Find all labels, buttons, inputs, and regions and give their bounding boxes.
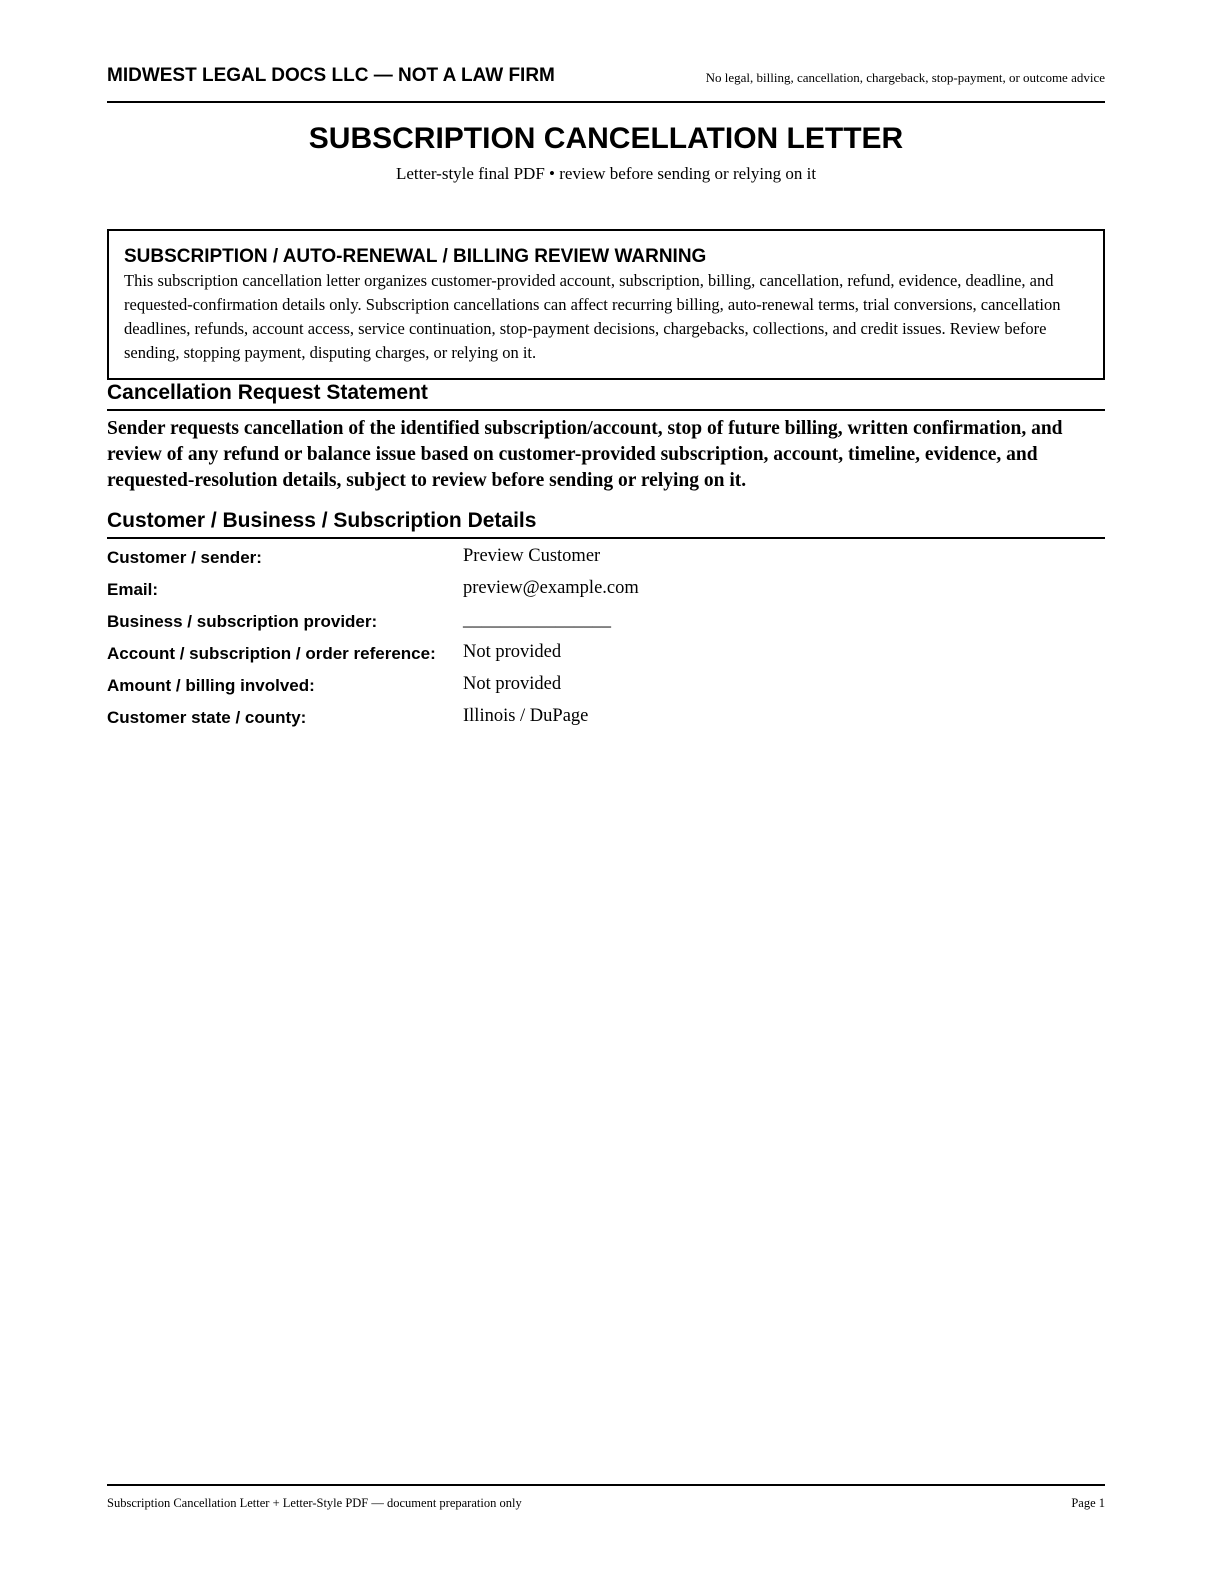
document-header — [107, 63, 1105, 91]
detail-label: Amount / billing involved: — [107, 676, 315, 695]
warning-box — [107, 229, 1105, 380]
detail-value: Not provided — [463, 642, 562, 662]
header-disclaimer: No legal, billing, cancellation, chargeback, stop-payment, or outcome advice — [705, 70, 1105, 85]
detail-label: Account / subscription / order reference: — [107, 644, 436, 663]
detail-row-email — [107, 577, 1105, 609]
details-list — [107, 545, 1105, 737]
firm-name: MIDWEST LEGAL DOCS LLC — NOT A LAW FIRM — [107, 65, 555, 86]
detail-value: Not provided — [463, 674, 562, 694]
detail-value: Illinois / DuPage — [463, 706, 589, 726]
detail-label: Customer / sender: — [107, 548, 262, 567]
detail-value: ________________ — [463, 610, 611, 630]
detail-value: preview@example.com — [463, 578, 639, 598]
document-subtitle: Letter-style final PDF • review before sending or relying on it — [395, 164, 817, 183]
detail-row-amount — [107, 673, 1105, 705]
page-number: Page 1 — [1071, 1496, 1105, 1510]
detail-label: Customer state / county: — [107, 708, 307, 727]
detail-label: Business / subscription provider: — [107, 612, 378, 631]
footer-divider — [107, 1484, 1105, 1486]
details-section-heading: Customer / Business / Subscription Details — [107, 508, 1105, 539]
warning-title: SUBSCRIPTION / AUTO-RENEWAL / BILLING REVIEW WARNING — [124, 246, 707, 267]
detail-row-account-reference — [107, 641, 1105, 673]
header-divider — [107, 101, 1105, 103]
detail-label: Email: — [107, 580, 159, 599]
warning-text: This subscription cancellation letter organizes customer-provided account, subscription, billing, cancellation, refund, evidence, deadline, and requested-confirmation details only. Subscription cancellations can affect recurring billing, auto-renewal terms, trial conversions, cancellation deadlines, refunds, account access, service continuation, stop-payment decisions, chargebacks, collections, and credit issues. Review before sending, stopping payment, disputing charges, or relying on it. — [124, 271, 1061, 362]
detail-value: Preview Customer — [463, 546, 601, 566]
cancellation-section-heading: Cancellation Request Statement — [107, 380, 1105, 411]
cancellation-statement: Sender requests cancellation of the identified subscription/account, stop of future billing, written confirmation, and review of any refund or balance issue based on customer-provided subscription, account, timeline, evidence, and requested-resolution details, subject to review before sending or relying on it. — [107, 418, 1063, 491]
detail-row-state-county — [107, 705, 1105, 737]
footer-document-label: Subscription Cancellation Letter + Letter-Style PDF — document preparation only — [107, 1496, 522, 1510]
detail-row-provider — [107, 609, 1105, 641]
document-title: SUBSCRIPTION CANCELLATION LETTER — [308, 122, 904, 155]
detail-row-customer — [107, 545, 1105, 577]
